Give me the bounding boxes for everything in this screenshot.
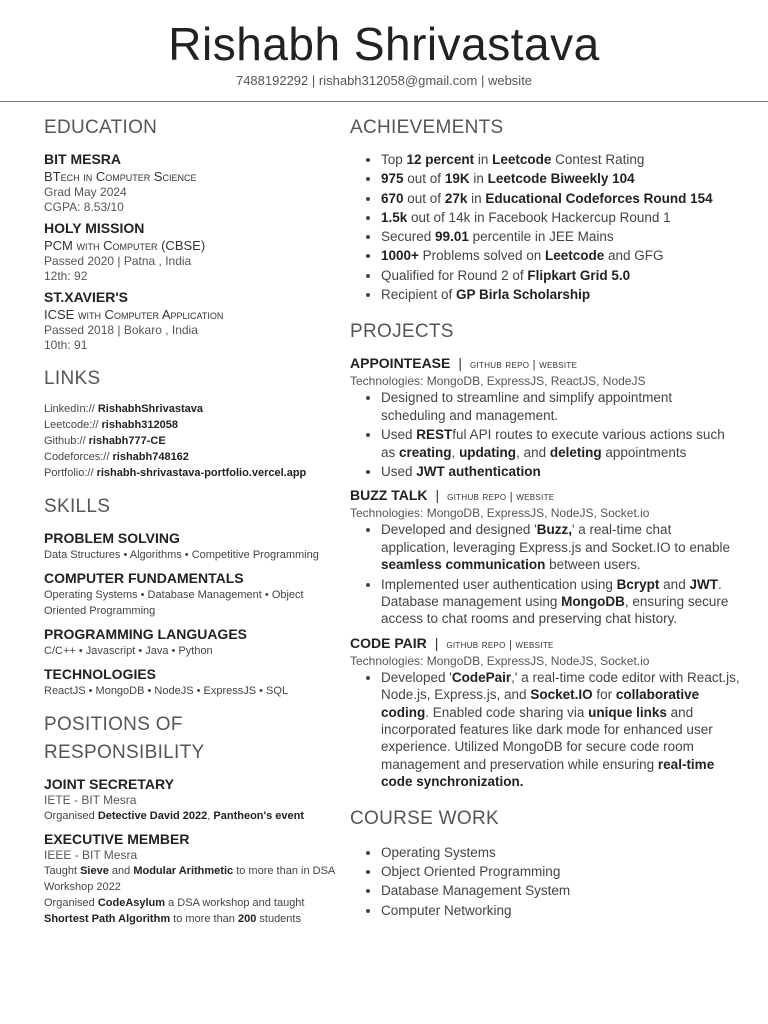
project-bullet: • Implemented user authentication using Bcrypt and JWT. Database management using MongoDB, ensuring secure access to chat rooms and preserving chat history.: [381, 576, 740, 628]
project-bullet: • Developed 'CodePair,' a real-time code editor with React.js, Node.js, Express.js, and Socket.IO for collaborative coding. Enabled code sharing via unique links and incorporated features like dark mode for enhanced user experience. Utilized MongoDB for secure code room management and preservation while ensuring real-time code synchronization.: [381, 669, 740, 791]
candidate-name: Rishabh Shrivastava: [168, 18, 600, 70]
education-detail: 10th: 91: [44, 338, 88, 352]
achievement-item: • Recipient of GP Birla Scholarship: [381, 285, 740, 304]
github-link[interactable]: rishabh777-CE: [88, 435, 166, 447]
project-entry: [350, 634, 740, 791]
project-bullet: • Developed and designed 'Buzz,' a real-time chat application, leveraging Express.js and Socket.IO to enable seamless communication between users.: [381, 521, 740, 573]
achievement-item: • 1000+ Problems solved on Leetcode and GFG: [381, 246, 740, 265]
project-technologies: Technologies: MongoDB, ExpressJS, NodeJS, Socket.io: [350, 506, 650, 521]
course-item: • Object Oriented Programming: [381, 862, 740, 881]
github-repo-link[interactable]: github repo: [447, 491, 507, 504]
course-item: • Computer Networking: [381, 901, 740, 920]
skill-items: Data Structures • Algorithms • Competitive Programming: [44, 549, 319, 561]
achievement-item: • Top 12 percent in Leetcode Contest Rating: [381, 150, 740, 169]
project-entry: [350, 486, 740, 627]
resume-header: [0, 16, 768, 90]
project-website-link[interactable]: website: [515, 638, 554, 651]
role-org: IETE - BIT Mesra: [44, 793, 137, 807]
course-item: • Database Management System: [381, 881, 740, 900]
project-technologies: Technologies: MongoDB, ExpressJS, NodeJS, Socket.io: [350, 653, 650, 668]
project-title: BUZZ TALK | github repo | website: [350, 487, 555, 504]
education-detail: 12th: 92: [44, 269, 88, 283]
role-title: EXECUTIVE MEMBER: [44, 831, 190, 847]
role-detail: Organised CodeAsylum a DSA workshop and taught Shortest Path Algorithm to more than 200 students: [44, 897, 305, 925]
achievement-item: • Secured 99.01 percentile in JEE Mains: [381, 227, 740, 246]
section-title-skills: SKILLS: [44, 496, 111, 517]
skill-group-title: PROGRAMMING LANGUAGES: [44, 626, 247, 642]
section-title-achievements: ACHIEVEMENTS: [350, 117, 504, 138]
achievement-item: • 1.5k out of 14k in Facebook Hackercup Round 1: [381, 208, 740, 227]
phone-number: 7488192292: [235, 73, 309, 88]
education-detail: Passed 2018 | Bokaro , India: [44, 323, 198, 337]
degree: ICSE with Computer Application: [44, 307, 224, 322]
github-repo-link[interactable]: github repo: [470, 359, 530, 372]
school-name: ST.XAVIER'S: [44, 289, 128, 305]
project-bullet: • Used RESTful API routes to execute various actions such as creating, updating, and deleting appointments: [381, 426, 740, 461]
section-title-education: EDUCATION: [44, 117, 158, 138]
skill-group-title: TECHNOLOGIES: [44, 666, 157, 682]
link-item: Leetcode:// rishabh312058: [44, 419, 178, 431]
link-item: LinkedIn:// RishabhShrivastava: [44, 403, 203, 415]
education-entry: [44, 150, 340, 215]
link-item: Codeforces:// rishabh748162: [44, 451, 189, 463]
left-column: [44, 114, 340, 927]
course-item: • Operating Systems: [381, 843, 740, 862]
education-detail: CGPA: 8.53/10: [44, 200, 124, 214]
codeforces-link[interactable]: rishabh748162: [112, 451, 189, 463]
skill-items: Operating Systems • Database Management • Object Oriented Programming: [44, 589, 304, 617]
project-title: CODE PAIR | github repo | website: [350, 634, 554, 651]
website-link[interactable]: website: [487, 73, 533, 88]
skill-group-title: COMPUTER FUNDAMENTALS: [44, 570, 244, 586]
email-link[interactable]: rishabh312058@gmail.com: [318, 73, 478, 88]
role-detail: Organised Detective David 2022, Pantheon's event: [44, 810, 305, 822]
header-divider: [0, 101, 768, 102]
section-title-projects: PROJECTS: [350, 321, 454, 343]
skill-items: ReactJS • MongoDB • NodeJS • ExpressJS • SQL: [44, 685, 289, 697]
section-title-links: LINKS: [44, 368, 101, 389]
skill-group-title: PROBLEM SOLVING: [44, 530, 180, 546]
project-title: APPOINTEASE | github repo | website: [350, 355, 578, 372]
education-entry: [44, 288, 340, 353]
achievement-item: • 670 out of 27k in Educational Codeforces Round 154: [381, 189, 740, 208]
contact-line: 7488192292 | rishabh312058@gmail.com | website: [235, 73, 533, 88]
section-title-coursework: COURSE WORK: [350, 807, 499, 829]
coursework-list: [350, 843, 740, 920]
achievement-item: • 975 out of 19K in Leetcode Biweekly 104: [381, 169, 740, 188]
github-repo-link[interactable]: github repo: [446, 638, 506, 651]
skill-items: C/C++ • Javascript • Java • Python: [44, 645, 213, 657]
portfolio-link[interactable]: rishabh-shrivastava-portfolio.vercel.app: [96, 467, 307, 479]
link-item: Portfolio:// rishabh-shrivastava-portfolio.vercel.app: [44, 467, 307, 479]
degree: BTech in Computer Science: [44, 169, 197, 184]
education-detail: Grad May 2024: [44, 185, 127, 199]
project-entry: [350, 354, 740, 480]
education-entry: [44, 219, 340, 284]
project-website-link[interactable]: website: [516, 491, 555, 504]
linkedin-link[interactable]: RishabhShrivastava: [97, 403, 203, 415]
school-name: HOLY MISSION: [44, 220, 145, 236]
school-name: BIT MESRA: [44, 151, 121, 167]
achievements-list: [350, 150, 740, 304]
project-technologies: Technologies: MongoDB, ExpressJS, ReactJS, NodeJS: [350, 374, 646, 389]
link-item: Github:// rishabh777-CE: [44, 435, 166, 447]
right-column: [350, 114, 740, 920]
project-bullet: • Designed to streamline and simplify appointment scheduling and management.: [381, 389, 740, 424]
project-website-link[interactable]: website: [539, 359, 578, 372]
role-detail: Taught Sieve and Modular Arithmetic to more than in DSA Workshop 2022: [44, 865, 335, 893]
role-org: IEEE - BIT Mesra: [44, 848, 138, 862]
section-title-responsibility: POSITIONS OF RESPONSIBILITY: [44, 714, 205, 763]
leetcode-link[interactable]: rishabh312058: [101, 419, 178, 431]
project-bullet: • Used JWT authentication: [381, 463, 740, 480]
degree: PCM with Computer (CBSE): [44, 238, 206, 253]
achievement-item: • Qualified for Round 2 of Flipkart Grid 5.0: [381, 266, 740, 285]
education-detail: Passed 2020 | Patna , India: [44, 254, 192, 268]
role-title: JOINT SECRETARY: [44, 776, 174, 792]
